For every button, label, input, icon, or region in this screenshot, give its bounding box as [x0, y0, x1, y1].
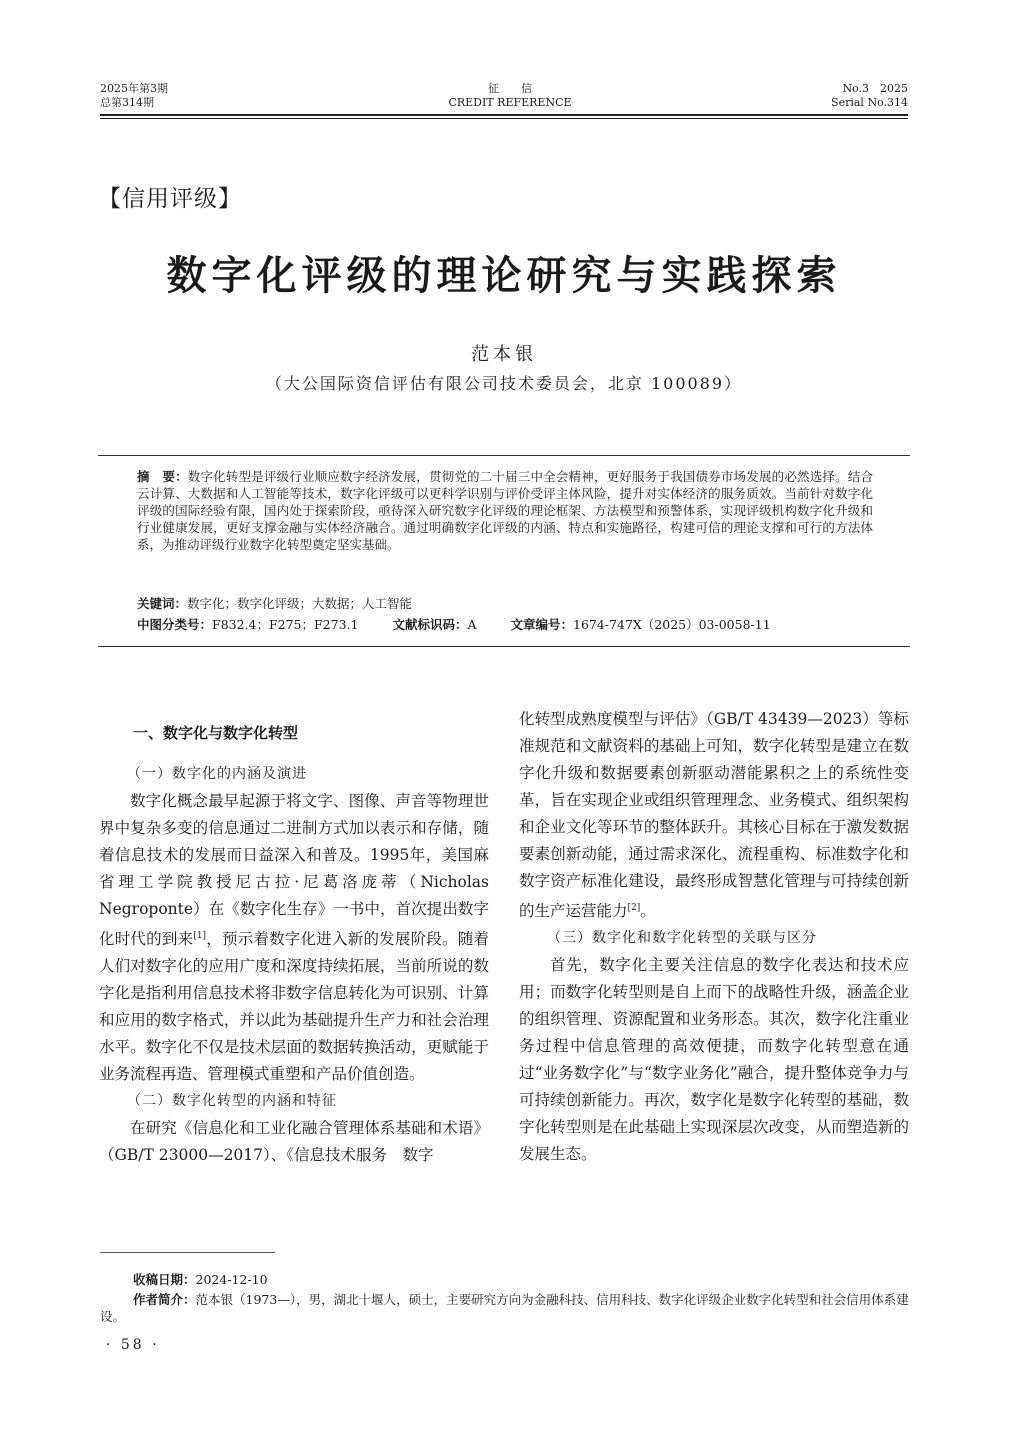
paragraph-2b [519, 706, 909, 925]
doc-value: A [467, 617, 477, 632]
keywords-label: 关键词： [137, 596, 188, 611]
abstract-rule-bottom [98, 646, 910, 647]
classification [137, 616, 873, 633]
header-rule-thick [100, 114, 908, 116]
citation-2: [2] [627, 903, 641, 913]
abstract-rule-top [98, 455, 910, 456]
abstract-label: 摘 要： [137, 469, 188, 484]
footnote-rule [100, 1252, 275, 1253]
header-issue-en [831, 82, 908, 110]
keywords-text: 数字化；数字化评级；大数据；人工智能 [187, 596, 413, 611]
issue-cn: 2025年第3期 [100, 82, 168, 95]
doc-group [392, 617, 476, 632]
paragraph-1 [99, 788, 489, 1088]
keywords [137, 595, 873, 612]
author-name: 范本银 [471, 344, 537, 365]
column-tag: 【信用评级】 [98, 186, 242, 212]
art-label: 文章编号： [510, 617, 573, 632]
body-column-left [99, 761, 489, 1169]
article-title: 数字化评级的理论研究与实践探索 [166, 253, 842, 299]
clc-value: F832.4；F275；F273.1 [212, 617, 359, 632]
serial-en: Serial No.314 [831, 96, 908, 109]
paragraph-2b-text: 化转型成熟度模型与评估》（GB/T 43439—2023）等标准规范和文献资料的基础上可知，数字化转型是建立在数字化升级和数据要素创新驱动潜能累积之上的系统性变革，旨在实现企业或组织管理理念、业务模式、组织架构和企业文化等环节的整体跃升。其核心目标在于激发数据要素创新动能，通过需求深化、流程重构、标准数字化和数字资产标准化建设，最终形成智慧化管理与可持续创新的生产运营能力 [519, 710, 909, 921]
footnote-bio [100, 1291, 912, 1325]
abstract [137, 468, 873, 553]
subheading-3: （三）数字化和数字化转型的关联与区分 [547, 930, 817, 947]
journal-en: CREDIT REFERENCE [448, 96, 572, 109]
bio-label: 作者简介： [133, 1292, 196, 1307]
received-date: 2024-12-10 [195, 1272, 268, 1287]
paragraph-2a: 在研究《信息化和工业化融合管理体系基础和术语》（GB/T 23000—2017）、《信息技术服务 数字 [99, 1119, 489, 1165]
paragraph-2b-end: 。 [640, 902, 656, 921]
art-value: 1674-747X（2025）03-0058-11 [573, 617, 771, 632]
subheading-2: （二）数字化转型的内涵和特征 [127, 1093, 337, 1110]
bio-text: 范本银（1973—），男，湖北十堰人，硕士，主要研究方向为金融科技、信用科技、数字化评级企业数字化转型和社会信用体系建设。 [100, 1292, 909, 1324]
subheading-1: （一）数字化的内涵及演进 [127, 766, 307, 782]
issue-en: No.3 2025 [842, 82, 908, 95]
citation-1: [1] [193, 931, 207, 941]
doc-label: 文献标识码： [392, 617, 468, 632]
received-label: 收稿日期： [133, 1272, 196, 1287]
paragraph-1-text-b: ，预示着数字化进入新的发展阶段。随着人们对数字化的应用广度和深度持续拓展，当前所说的数字化是指利用信息技术将非数字信息转化为可识别、计算和应用的数字格式，并以此为基础提升生产力和社会治理水平。数字化不仅是技术层面的数据转换活动，更赋能于业务流程再造、管理模式重塑和产品价值创造。 [99, 930, 489, 1084]
clc-label: 中图分类号： [137, 617, 213, 632]
journal-cn: 征 信 [488, 82, 532, 95]
section-heading: 一、数字化与数字化转型 [133, 724, 299, 742]
body-column-right [519, 706, 909, 1168]
paragraph-3: 首先，数字化主要关注信息的数字化表达和技术应用；而数字化转型则是自上而下的战略性升级，涵盖企业的组织管理、资源配置和业务形态。其次，数字化注重业务过程中信息管理的高效便捷，而数字化转型意在通过“业务数字化”与“数字业务化”融合，提升整体竞争力与可持续创新能力。再次，数字化是数字化转型的基础，数字化转型则是在此基础上实现深层次改变，从而塑造新的发展生态。 [519, 956, 909, 1164]
paragraph-1-text: 数字化概念最早起源于将文字、图像、声音等物理世界中复杂多变的信息通过二进制方式加以表示和存储，随着信息技术的发展而日益深入和普及。1995年，美国麻省理工学院教授尼古拉·尼葛洛庞蒂（Nicholas Negroponte）在《数字化生存》一书中，首次提出数字化时代的到来 [99, 792, 489, 949]
header-rule-thin [100, 118, 908, 119]
abstract-text: 数字化转型是评级行业顺应数字经济发展，贯彻党的二十届三中全会精神，更好服务于我国债券市场发展的必然选择。结合云计算、大数据和人工智能等技术，数字化评级可以更科学识别与评价受评主体风险，提升对实体经济的服务质效。当前针对数字化评级的国际经验有限，国内处于探索阶段，亟待深入研究数字化评级的理论框架、方法模型和预警体系，实现评级机构数字化升级和行业健康发展，更好支撑金融与实体经济融合。通过明确数字化评级的内涵、特点和实施路径，构建可信的理论支撑和可行的方法体系，为推动评级行业数字化转型奠定坚实基础。 [137, 469, 873, 552]
art-group [510, 617, 770, 632]
serial-cn: 总第314期 [100, 96, 154, 109]
page-number: · 58 · [106, 1337, 160, 1353]
clc-group [137, 617, 358, 632]
author-affiliation: （大公国际资信评估有限公司技术委员会，北京 100089） [265, 374, 743, 393]
footnote-received [133, 1271, 833, 1288]
